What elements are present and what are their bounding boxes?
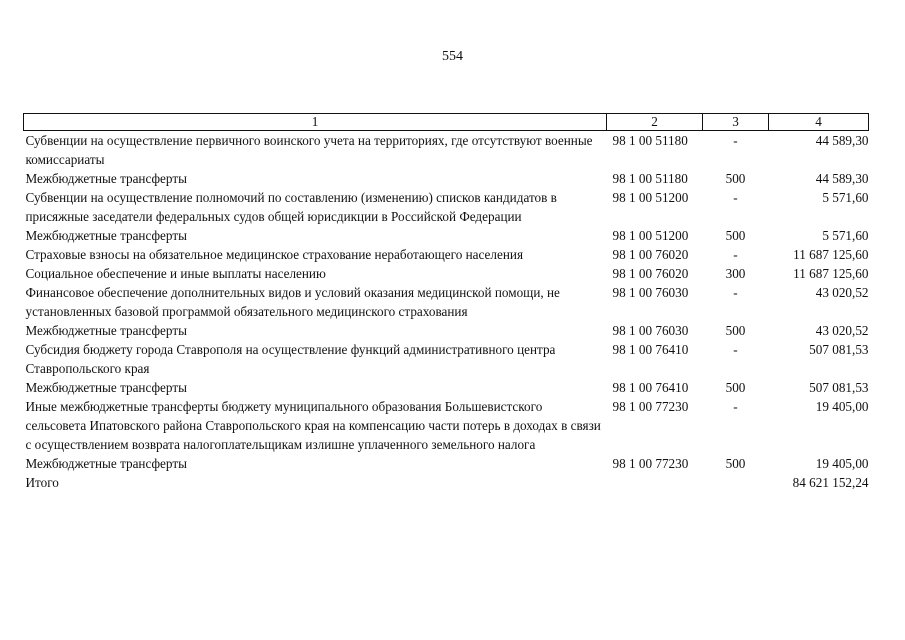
table-body: [24, 131, 869, 493]
row-amount-cell: 11 687 125,60: [793, 266, 869, 281]
row-name-cell: Субсидия бюджету города Ставрополя на осуществление функций административного центра Ставропольского края: [25, 342, 556, 376]
row-expense-type-cell: 500: [725, 323, 746, 338]
row-expense-type-cell: 500: [725, 228, 746, 243]
row-name-cell: Межбюджетные трансферты: [25, 228, 187, 243]
row-expense-type-cell: [703, 473, 769, 492]
row-name-cell: Межбюджетные трансферты: [25, 171, 187, 186]
budget-table: [23, 113, 869, 492]
table-row: [24, 321, 869, 340]
row-name-cell: Субвенции на осуществление полномочий по составлению (изменению) списков кандидатов в присяжные заседатели федеральных судов общей юрисдикции в Российской Федерации: [25, 190, 557, 224]
table-row: [24, 188, 869, 226]
row-name-cell: Иные межбюджетные трансферты бюджету муниципального образования Большевистского сельсовета Ипатовского района Ставропольского края на компенсацию части потерь в доходах в связи с осуществлением возврата налогоплательщикам излишне уплаченного земельного налога: [25, 399, 601, 452]
table-row: [24, 169, 869, 188]
table-row: [24, 397, 869, 454]
row-code-cell: 98 1 00 51200: [612, 190, 689, 205]
column-header-2: 2: [607, 114, 703, 131]
row-expense-type-cell: -: [733, 342, 738, 357]
table-row: [24, 245, 869, 264]
row-amount-cell: 507 081,53: [809, 342, 869, 357]
row-code-cell: 98 1 00 76020: [612, 266, 689, 281]
row-code-cell: 98 1 00 51180: [612, 171, 688, 186]
row-expense-type-cell: -: [733, 190, 738, 205]
row-code-cell: 98 1 00 76410: [612, 342, 689, 357]
row-expense-type-cell: -: [733, 399, 738, 414]
row-code-cell: [607, 473, 703, 492]
table-row: [24, 226, 869, 245]
row-code-cell: 98 1 00 76020: [612, 247, 689, 262]
row-amount-cell: 43 020,52: [815, 285, 869, 300]
row-expense-type-cell: 500: [725, 380, 746, 395]
row-amount-cell: 44 589,30: [815, 133, 869, 148]
row-code-cell: 98 1 00 51180: [612, 133, 688, 148]
row-code-cell: 98 1 00 76030: [612, 323, 689, 338]
page-number: 554: [442, 49, 463, 64]
table-row: [24, 340, 869, 378]
row-amount-cell: 5 571,60: [822, 190, 869, 205]
row-amount-cell: 19 405,00: [815, 399, 869, 414]
row-amount-cell: 507 081,53: [809, 380, 869, 395]
row-name-cell: Межбюджетные трансферты: [25, 380, 187, 395]
column-header-1: 1: [24, 114, 607, 131]
row-code-cell: 98 1 00 76030: [612, 285, 689, 300]
row-code-cell: 98 1 00 51200: [612, 228, 689, 243]
row-amount-cell: 44 589,30: [815, 171, 869, 186]
row-name-cell: Социальное обеспечение и иные выплаты населению: [25, 266, 326, 281]
table-row: [24, 264, 869, 283]
table-header: [24, 114, 869, 131]
row-amount-cell: 5 571,60: [822, 228, 869, 243]
table-row: [24, 283, 869, 321]
row-amount-cell: 11 687 125,60: [793, 247, 869, 262]
column-header-4: 4: [769, 114, 869, 131]
table-row: [24, 131, 869, 170]
row-expense-type-cell: -: [733, 247, 738, 262]
row-amount-cell: 43 020,52: [815, 323, 869, 338]
row-expense-type-cell: 500: [725, 171, 746, 186]
row-name-cell: Финансовое обеспечение дополнительных видов и условий оказания медицинской помощи, не установленных базовой программой обязательного медицинского страхования: [25, 285, 560, 319]
row-code-cell: 98 1 00 77230: [612, 456, 689, 471]
table-row: [24, 473, 869, 492]
row-expense-type-cell: 300: [725, 266, 746, 281]
row-expense-type-cell: -: [733, 285, 738, 300]
table-row: [24, 378, 869, 397]
row-amount-cell: 19 405,00: [815, 456, 869, 471]
column-header-3: 3: [703, 114, 769, 131]
row-code-cell: 98 1 00 77230: [612, 399, 689, 414]
table-row: [24, 454, 869, 473]
row-name-cell: Межбюджетные трансферты: [25, 456, 187, 471]
row-expense-type-cell: -: [733, 133, 738, 148]
header-row: [24, 114, 869, 131]
row-name-cell: Межбюджетные трансферты: [25, 323, 187, 338]
row-name-cell: Страховые взносы на обязательное медицинское страхование неработающего населения: [25, 247, 524, 262]
row-code-cell: 98 1 00 76410: [612, 380, 689, 395]
row-amount-cell: 84 621 152,24: [792, 475, 869, 490]
row-expense-type-cell: 500: [725, 456, 746, 471]
row-name-cell: Итого: [25, 475, 59, 490]
row-name-cell: Субвенции на осуществление первичного воинского учета на территориях, где отсутствуют военные комиссариаты: [25, 133, 593, 167]
